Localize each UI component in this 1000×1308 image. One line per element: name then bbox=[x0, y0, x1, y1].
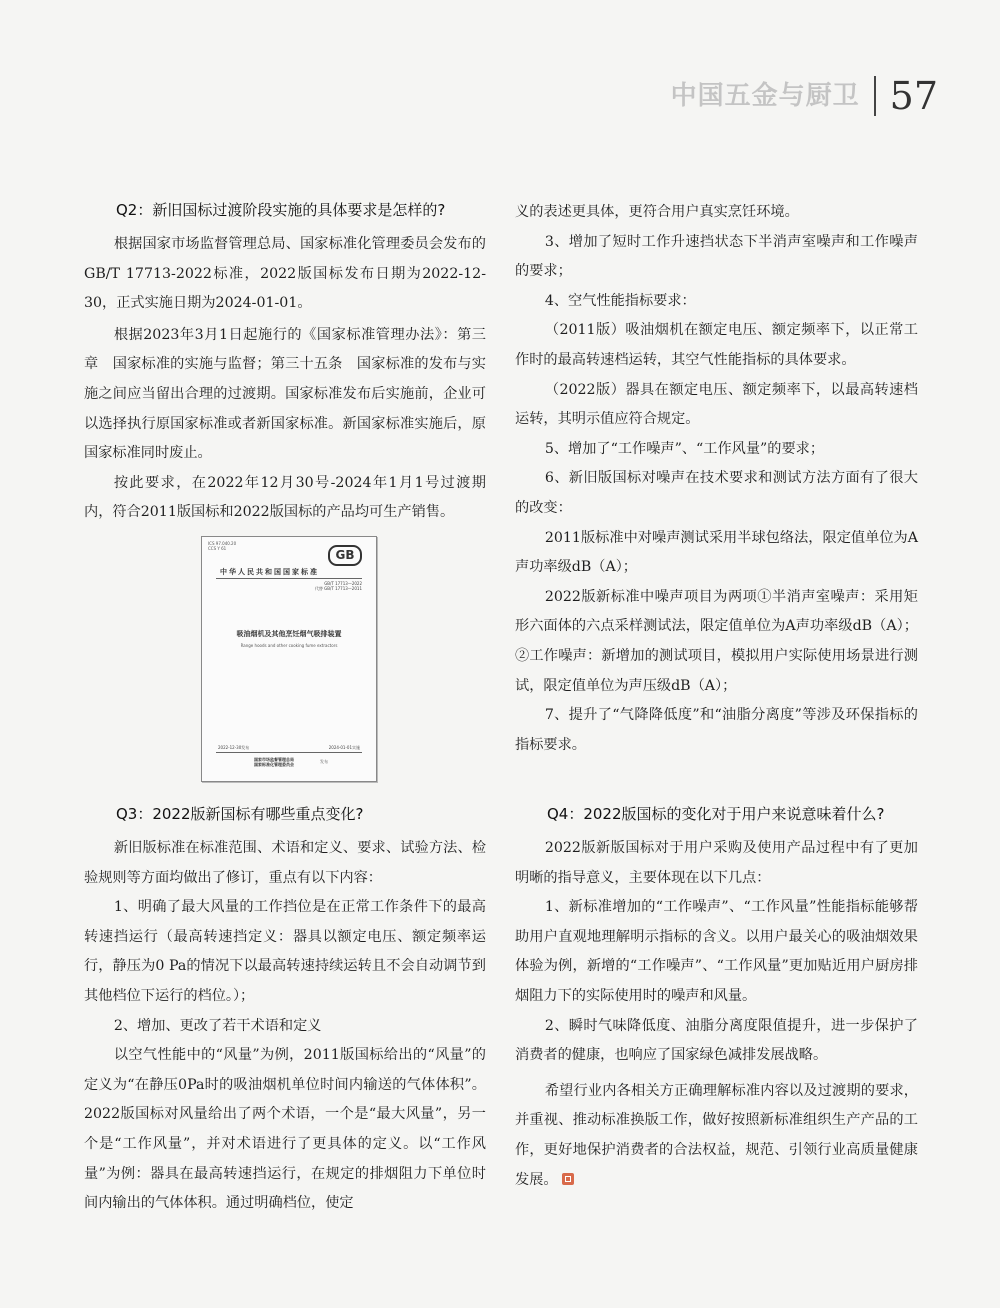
cover-standard-title: 中华人民共和国国家标准 bbox=[220, 568, 319, 576]
q3-paragraph-1: 新旧版标准在标准范围、术语和定义、要求、试验方法、检验规则等方面均做出了修订，重点有以下内容： bbox=[84, 840, 486, 886]
cover-ics: ICS 97.040.20 bbox=[208, 541, 237, 546]
q4-closing-text: 希望行业内各相关方正确理解标准内容以及过渡期的要求，并重视、推动标准换版工作，做好按照新标准组织生产产品的工作，更好地保护消费者的合法权益，规范、引领行业高质量健康发展。 bbox=[515, 1082, 918, 1188]
page-number: 57 bbox=[889, 74, 938, 118]
gb-logo: GB bbox=[328, 545, 362, 566]
cover-effective-date: 2024-01-01实施 bbox=[328, 745, 360, 750]
section-changes-continued bbox=[515, 196, 918, 760]
change-item-6-2011: 2011版标准中对噪声测试采用半球包络法，限定值单位为A声功率级dB（A）； bbox=[515, 529, 918, 576]
end-mark-icon bbox=[562, 1173, 574, 1185]
change-item-6-2022: 2022版新标准中噪声项目为两项①半消声室噪声：采用矩形六面体的六点采样测试法，限定值单位为A声功率级dB（A）；②工作噪声：新增加的测试项目，模拟用户实际使用场景进行测试，限定值单位为声压级dB（A）； bbox=[515, 588, 918, 694]
q3-paragraph-3: 2、增加、更改了若干术语和定义 bbox=[113, 1017, 322, 1034]
cover-code: GB/T 17713—2022 bbox=[324, 581, 362, 586]
change-item-4-2022: （2022版）器具在额定电压、额定频率下，以最高转速档运转，其明示值应符合规定。 bbox=[515, 381, 918, 428]
section-q2 bbox=[84, 196, 486, 528]
cover-rule-bottom bbox=[216, 752, 362, 753]
q3-heading: Q3：2022版新国标有哪些重点变化? bbox=[116, 805, 364, 823]
cover-issued: 发布 bbox=[320, 759, 328, 764]
change-item-4-2011: （2011版）吸油烟机在额定电压、额定频率下，以正常工作时的最高转速档运转，其空气性能指标的具体要求。 bbox=[515, 322, 918, 368]
masthead bbox=[671, 76, 938, 116]
cover-rule-top bbox=[216, 578, 362, 579]
change-item-7: 7、提升了“气降降低度”和“油脂分离度”等涉及环保指标的指标要求。 bbox=[515, 707, 918, 753]
cover-issuer-2: 国家标准化管理委员会 bbox=[254, 762, 294, 767]
cover-issuer bbox=[254, 757, 294, 767]
q4-paragraph-4 bbox=[515, 1077, 918, 1195]
q2-paragraph-2: 根据2023年3月1日起施行的《国家标准管理办法》：第三章 国家标准的实施与监督；第三十五条 国家标准的发布与实施之间应当留出合理的过渡期。国家标准发布后实施前，企业可以选择执行原国家标准或者新国家标准。新国家标准实施后，原国家标准同时废止。 bbox=[84, 326, 486, 462]
q2-heading: Q2：新旧国标过渡阶段实施的具体要求是怎样的? bbox=[116, 201, 446, 219]
q3-paragraph-2: 1、明确了最大风量的工作挡位是在正常工作条件下的最高转速挡运行（最高转速挡定义：器具以额定电压、额定频率运行，静压为0 Pa的情况下以最高转速持续运转且不会自动调节到其他档位下运行的档位。）； bbox=[84, 899, 486, 1004]
cover-release-date: 2022-12-30发布 bbox=[218, 745, 250, 750]
section-q3 bbox=[84, 800, 486, 1219]
q4-paragraph-1: 2022版新版国标对于用户采购及使用产品过程中有了更加明晰的指导意义，主要体现在以下几点： bbox=[515, 840, 918, 886]
q4-paragraph-2: 1、新标准增加的“工作噪声”、“工作风量”性能指标能够帮助用户直观地理解明示指标的含义。以用户最关心的吸油烟效果体验为例，新增的“工作噪声”、“工作风量”更加贴近用户厨房排烟阻力下的实际使用时的噪声和风量。 bbox=[515, 899, 918, 1004]
change-item-4: 4、空气性能指标要求： bbox=[544, 292, 696, 309]
cover-product-english: Range hoods and other cooking fume extractors bbox=[240, 643, 338, 648]
q4-heading: Q4：2022版国标的变化对于用户来说意味着什么? bbox=[547, 805, 885, 823]
change-item-6: 6、新旧版国标对噪声在技术要求和测试方法方面有了很大的改变： bbox=[515, 470, 918, 516]
q4-paragraph-3: 2、瞬时气味降低度、油脂分离度限值提升，进一步保护了消费者的健康，也响应了国家绿色减排发展战略。 bbox=[515, 1017, 918, 1064]
q2-paragraph-3: 按此要求，在2022年12月30号-2024年1月1号过渡期内，符合2011版国标和2022版国标的产品均可生产销售。 bbox=[84, 474, 486, 521]
cover-replaces: 代替 GB/T 17713—2011 bbox=[314, 586, 362, 591]
header-divider bbox=[874, 76, 876, 116]
cover-product-title: 吸油烟机及其他烹饪烟气吸排装置 bbox=[236, 630, 342, 638]
change-item-3: 3、增加了短时工作升速挡状态下半消声室噪声和工作噪声的要求； bbox=[515, 233, 918, 280]
cover-ccs: CCS Y 61 bbox=[208, 546, 227, 551]
cover-issuer-1: 国家市场监督管理总局 bbox=[254, 757, 294, 762]
cover-standard-code bbox=[315, 581, 362, 591]
q2-paragraph-1: 根据国家市场监督管理总局、国家标准化管理委员会发布的GB/T 17713-2022标准，2022版国标发布日期为2022-12-30，正式实施日期为2024-01-01。 bbox=[84, 236, 486, 312]
magazine-logo: 中国五金与厨卫 bbox=[670, 81, 860, 111]
continuation-text: 义的表述更具体，更符合用户真实烹饪环境。 bbox=[515, 204, 799, 220]
q3-paragraph-4: 以空气性能中的“风量”为例，2011版国标给出的“风量”的定义为“在静压0Pa时的吸油烟机单位时间内输送的气体体积”。2022版国标对风量给出了两个术语，一个是“最大风量”，另一个是“工作风量”，并对术语进行了更具体的定义。以“工作风量”为例：器具在最高转速挡运行，在规定的排烟阻力下单位时间内输出的气体体积。通过明确档位，使定 bbox=[84, 1047, 486, 1212]
change-item-5: 5、增加了“工作噪声”、“工作风量”的要求； bbox=[544, 440, 825, 457]
standard-cover-image bbox=[201, 536, 377, 782]
section-q4 bbox=[515, 800, 918, 1195]
